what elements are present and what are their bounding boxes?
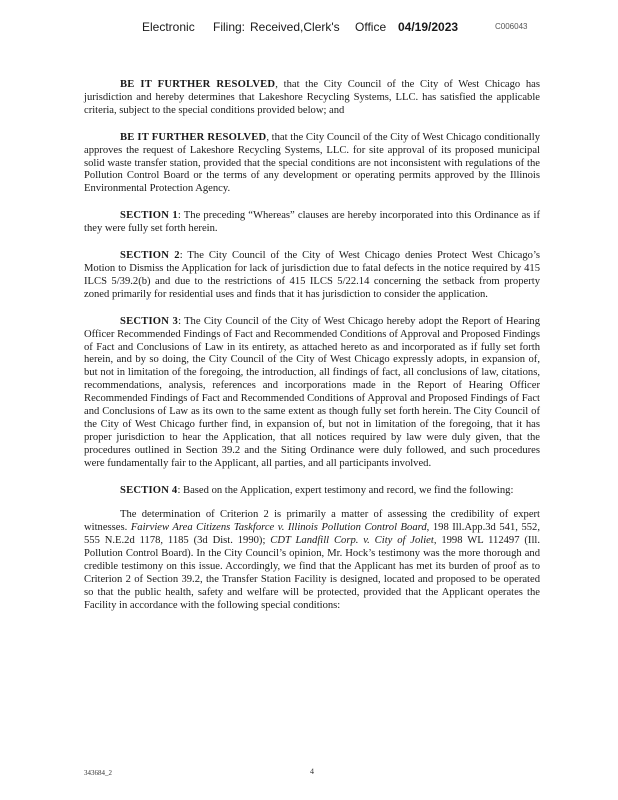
paragraph-text: , that the City Council of the City of West Chicago has jurisdiction and hereby determines that Lakeshore Recycling Systems, LLC. has satisfied the applicable criteria, subject to the special conditions provided below; and — [84, 79, 540, 116]
paragraph-text: : The City Council of the City of West Chicago hereby adopt the Report of Hearing Officer Recommended Findings of Fact and Recommended Conditions of Approval and Proposed Findings of Fact and Conclusions of Law in its entirety, as attached hereto as and incorporated as if fully set forth herein, and by so doing, the City Council of the City of West Chicago expressly adopts, in expansion of, but not in limitation of the foregoing, the introduction, all findings of fact, all conclusions of law, citations, recommendations, analysis, references and incorporations made in the Report of Hearing Officer Recommended Findings of Fact and Recommended Conditions of Approval and Proposed Findings of Fact and Conclusions of Law as its own to the same extent as though fully set forth herein. The City Council of the City of West Chicago further find, in expansion of, but not in limitation of the foregoing, that it has proper jurisdiction to hear the Application, that all notices required by law were duly given, that the procedures outlined in Section 39.2 and the Siting Ordinance were duly followed, and such procedures were fundamentally fair to the Applicant, all parties, and all participants involved. — [84, 315, 540, 469]
resolution-approval-paragraph — [84, 132, 540, 197]
paragraph-lead: BE IT FURTHER RESOLVED — [120, 79, 276, 90]
ordinance-body — [84, 79, 540, 613]
paragraph-text: : The preceding “Whereas” clauses are hereby incorporated into this Ordinance as if they were fully set forth herein. — [84, 210, 540, 235]
section-heading: SECTION 2 — [120, 250, 180, 262]
paragraph-text: , 1998 WL 112497 (Ill. Pollution Control Board). In the City Council’s opinion, Mr. Hock’s testimony was the more thorough and credible testimony on this issue. Accordingly, we find that the Applicant has met its burden of proof as to Criterion 2 of Section 39.2, the Transfer Station Facility is designed, located and proposed to be operated so that the public health, safety and welfare will be protected, provided that the Applicant operates the Facility in accordance with the following special conditions: — [84, 535, 540, 611]
header-electronic: Electronic — [142, 20, 195, 34]
paragraph-text: , that the City Council of the City of West Chicago conditionally approves the request of Lakeshore Recycling Systems, LLC. for site approval of its proposed municipal solid waste transfer station, provided that the special conditions are not inconsistent with regulations of the Pollution Control Board or the terms of any development or operating permits approved by the Illinois Environmental Protection Agency. — [84, 131, 540, 195]
section-1-paragraph — [84, 210, 540, 236]
paragraph-text: : Based on the Application, expert testimony and record, we find the following: — [177, 484, 514, 496]
footer-document-id: 343684_2 — [84, 769, 112, 777]
paragraph-text: , 198 Ill.App.3d 541, 552, 555 N.E.2d 1178, 1185 (3d Dist. 1990); — [84, 522, 540, 547]
case-citation-fairview: Fairview Area Citizens Taskforce v. Illinois Pollution Control Board — [130, 522, 427, 534]
section-3-paragraph — [84, 316, 540, 471]
filing-stamp-header — [0, 20, 618, 36]
paragraph-text: The determination of Criterion 2 is primarily a matter of assessing the credibility of expert witnesses. — [84, 509, 540, 534]
header-filing: Filing: — [213, 20, 246, 34]
criterion-2-paragraph — [84, 509, 540, 612]
section-2-paragraph — [84, 250, 540, 302]
header-filing-date: 04/19/2023 — [398, 20, 459, 34]
resolution-jurisdiction-paragraph — [84, 79, 540, 118]
section-heading: SECTION 1 — [120, 210, 178, 222]
section-heading: SECTION 4 — [120, 484, 178, 496]
section-heading: SECTION 3 — [120, 315, 179, 327]
paragraph-text: : The City Council of the City of West Chicago denies Protect West Chicago’s Motion to Dismiss the Application for lack of jurisdiction due to fatal defects in the notice required by 415 ILCS 5/39.2(b) and due to the restrictions of 415 ILCS 5/22.14 concerning the setback from property zoned primarily for residential uses and finds that it has jurisdiction to consider the application. — [84, 250, 541, 300]
header-office: Office — [355, 20, 387, 34]
header-document-code: C006043 — [495, 22, 528, 31]
section-4-paragraph — [84, 485, 540, 498]
header-received-clerks: Received,Clerk's — [250, 20, 340, 34]
paragraph-lead: BE IT FURTHER RESOLVED — [120, 131, 267, 143]
footer-page-number: 4 — [310, 767, 314, 776]
case-citation-cdt-landfill: CDT Landfill Corp. v. City of Joliet — [270, 535, 434, 547]
